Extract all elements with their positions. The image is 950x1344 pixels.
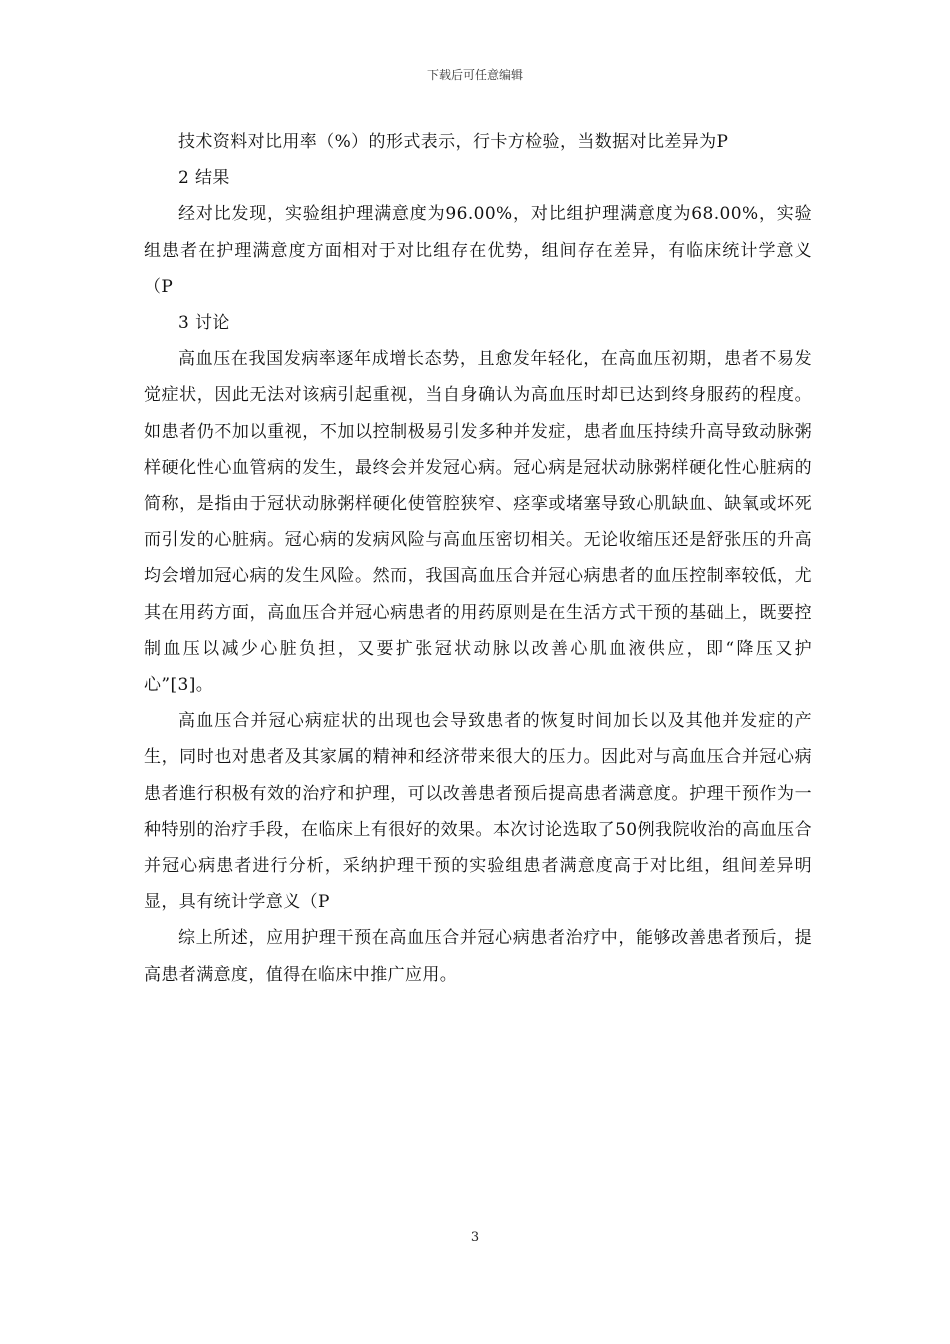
paragraph-discussion-1: 高血压在我国发病率逐年成增长态势，且愈发年轻化，在高血压初期，患者不易发觉症状，因此无法对该病引起重视，当自身确认为高血压时却已达到终身服药的程度。如患者仍不加以重视，不加以控制极易引发多种并发症，患者血压持续升高导致动脉粥样硬化性心血管病的发生，最终会并发冠心病。冠心病是冠状动脉粥样硬化性心脏病的简称，是指由于冠状动脉粥样硬化使管腔狭窄、痉挛或堵塞导致心肌缺血、缺氧或坏死而引发的心脏病。冠心病的发病风险与高血压密切相关。无论收缩压还是舒张压的升高均会增加冠心病的发生风险。然而，我国高血压合并冠心病患者的血压控制率较低，尤其在用药方面，高血压合并冠心病患者的用药原则是在生活方式干预的基础上，既要控制血压以减少心脏负担，又要扩张冠状动脉以改善心肌血液供应，即“降压又护心”[3]。: [144, 349, 812, 696]
page-header: 下载后可任意编辑: [426, 68, 523, 82]
section-heading-results: 2 结果: [178, 168, 230, 189]
paragraph-conclusion: 综上所述，应用护理干预在高血压合并冠心病患者治疗中，能够改善患者预后，提高患者满意度，值得在临床中推广应用。: [144, 928, 812, 985]
paragraph-methods-tail: 技术资料对比用率（%）的形式表示，行卡方检验，当数据对比差异为P: [178, 132, 729, 152]
paragraph-results: 经对比发现，实验组护理满意度为96.00%，对比组护理满意度为68.00%，实验组患者在护理满意度方面相对于对比组存在优势，组间存在差异，有临床统计学意义（P: [144, 204, 812, 297]
page-number: 3: [470, 1230, 480, 1245]
section-heading-discussion: 3 讨论: [178, 313, 230, 334]
paragraph-discussion-2: 高血压合并冠心病症状的出现也会导致患者的恢复时间加长以及其他并发症的产生，同时也对患者及其家属的精神和经济带来很大的压力。因此对与高血压合并冠心病患者進行积极有效的治疗和护理，可以改善患者预后提高患者满意度。护理干预作为一种特别的治疗手段，在临床上有很好的效果。本次讨论选取了50例我院收治的高血压合并冠心病患者进行分析，采纳护理干预的实验组患者满意度高于对比组，组间差异明显，具有统计学意义（P: [144, 711, 812, 913]
document-body: [144, 124, 812, 993]
